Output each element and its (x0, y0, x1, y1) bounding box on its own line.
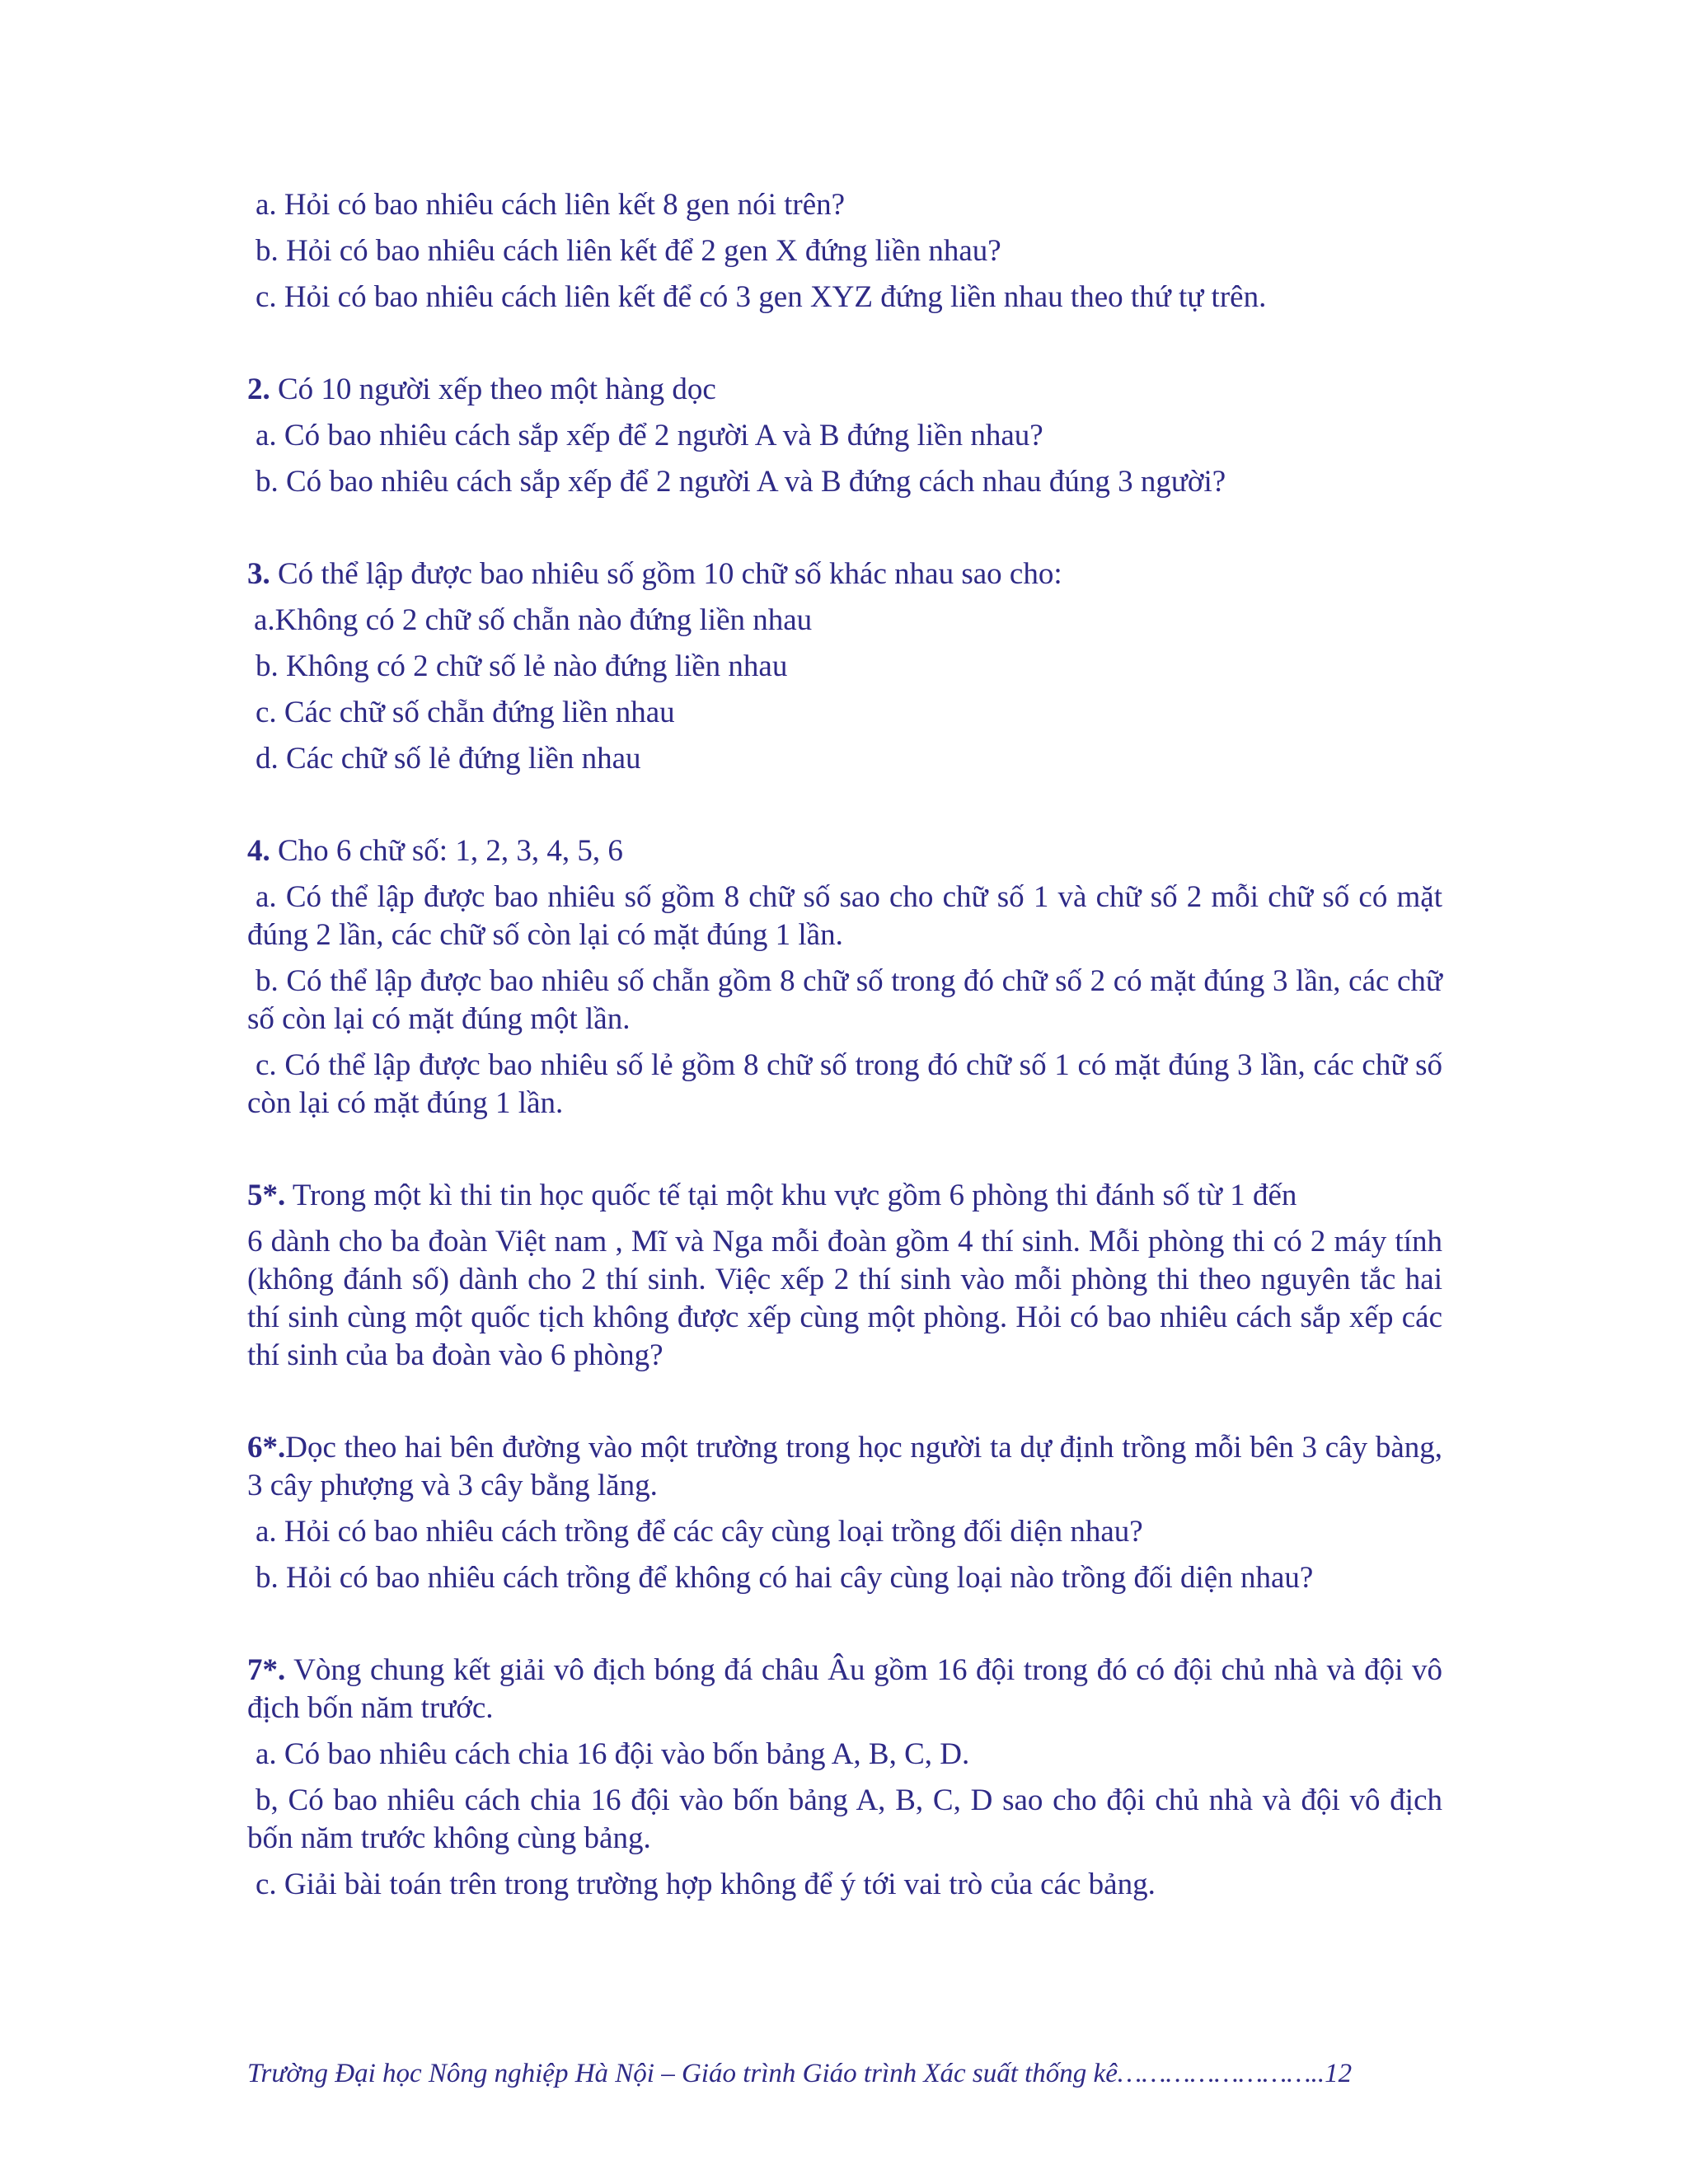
q6-stem (247, 1429, 1442, 1505)
q7-part-a: a. Có bao nhiêu cách chia 16 đội vào bốn bảng A, B, C, D. (256, 1737, 970, 1771)
q6-part-a: a. Hỏi có bao nhiêu cách trồng để các cây cùng loại trồng đối diện nhau? (256, 1515, 1143, 1549)
q3-stem (247, 555, 1442, 593)
spacer (247, 786, 1442, 832)
q7-number: 7*. (247, 1653, 286, 1687)
q4-part-a (247, 879, 1442, 954)
q1-part-b: b. Hỏi có bao nhiêu cách liên kết để 2 gen X đứng liền nhau? (256, 234, 1001, 268)
q4-stem (247, 832, 1442, 870)
q7-part-b-text: b, Có bao nhiêu cách chia 16 đội vào bốn bảng A, B, C, D sao cho đội chủ nhà và đội vô địch bốn năm trước không cùng bảng. (247, 1783, 1442, 1855)
spacer (247, 1131, 1442, 1177)
q4-part-c-text: c. Có thể lập được bao nhiêu số lẻ gồm 8 chữ số trong đó chữ số 1 có mặt đúng 3 lần, các chữ số còn lại có mặt đúng 1 lần. (247, 1048, 1442, 1120)
q7-stem (247, 1652, 1442, 1727)
q3-part-a: a.Không có 2 chữ số chẵn nào đứng liền nhau (254, 603, 813, 637)
q2-number: 2. (247, 373, 270, 406)
q6-part-b: b. Hỏi có bao nhiêu cách trồng để không có hai cây cùng loại nào trồng đối diện nhau? (256, 1561, 1314, 1595)
q7-part-c: c. Giải bài toán trên trong trường hợp không để ý tới vai trò của các bảng. (256, 1868, 1156, 1901)
page-footer: Trường Đại học Nông nghiệp Hà Nội – Giáo trình Giáo trình Xác suất thống kê……………………..12 (247, 2059, 1353, 2088)
q7-part-b (247, 1782, 1442, 1858)
q1-part-a: a. Hỏi có bao nhiêu cách liên kết 8 gen nói trên? (256, 188, 846, 222)
spacer (247, 509, 1442, 555)
q5-number: 5*. (247, 1179, 286, 1212)
q3-text: Có thể lập được bao nhiêu số gồm 10 chữ số khác nhau sao cho: (270, 557, 1062, 591)
q6-text: Dọc theo hai bên đường vào một trường trong học người ta dự định trồng mỗi bên 3 cây bàng, 3 cây phượng và 3 cây bằng lăng. (247, 1431, 1442, 1502)
q5-stem (247, 1177, 1442, 1215)
q1-part-c: c. Hỏi có bao nhiêu cách liên kết để có 3 gen XYZ đứng liền nhau theo thứ tự trên. (256, 280, 1267, 314)
q3-part-d: d. Các chữ số lẻ đứng liền nhau (256, 742, 641, 776)
page-content (247, 186, 1442, 1912)
q4-number: 4. (247, 834, 270, 868)
spacer (247, 1383, 1442, 1429)
spacer (247, 1605, 1442, 1652)
spacer (247, 325, 1442, 371)
q7-text: Vòng chung kết giải vô địch bóng đá châu Âu gồm 16 đội trong đó có đội chủ nhà và đội vô địch bốn năm trước. (247, 1653, 1442, 1725)
q3-number: 3. (247, 557, 270, 591)
q4-text: Cho 6 chữ số: 1, 2, 3, 4, 5, 6 (270, 834, 623, 868)
q2-part-a: a. Có bao nhiêu cách sắp xếp để 2 người A và B đứng liền nhau? (256, 419, 1043, 452)
q3-part-b: b. Không có 2 chữ số lẻ nào đứng liền nhau (256, 649, 788, 683)
q4-part-a-text: a. Có thể lập được bao nhiêu số gồm 8 chữ số sao cho chữ số 1 và chữ số 2 mỗi chữ số có mặt đúng 2 lần, các chữ số còn lại có mặt đúng 1 lần. (247, 880, 1442, 952)
q3-part-c: c. Các chữ số chẵn đứng liền nhau (256, 696, 675, 729)
q2-part-b: b. Có bao nhiêu cách sắp xếp để 2 người A và B đứng cách nhau đúng 3 người? (256, 465, 1226, 499)
q5-body: 6 dành cho ba đoàn Việt nam , Mĩ và Nga mỗi đoàn gồm 4 thí sinh. Mỗi phòng thi có 2 máy tính (không đánh số) dành cho 2 thí sinh. Việc xếp 2 thí sinh vào mỗi phòng thi theo nguyên tắc hai thí sinh cùng một quốc tịch không được xếp cùng một phòng. Hỏi có bao nhiêu cách sắp xếp các thí sinh của ba đoàn vào 6 phòng? (247, 1225, 1442, 1372)
q2-stem (247, 371, 1442, 409)
q5-line1: Trong một kì thi tin học quốc tế tại một khu vực gồm 6 phòng thi đánh số từ 1 đến (285, 1179, 1297, 1212)
q6-number: 6*. (247, 1431, 286, 1465)
q4-part-b-text: b. Có thể lập được bao nhiêu số chẵn gồm 8 chữ số trong đó chữ số 2 có mặt đúng 3 lần, các chữ số còn lại có mặt đúng một lần. (247, 964, 1442, 1036)
q2-text: Có 10 người xếp theo một hàng dọc (270, 373, 716, 406)
q4-part-b (247, 963, 1442, 1038)
q4-part-c (247, 1047, 1442, 1122)
